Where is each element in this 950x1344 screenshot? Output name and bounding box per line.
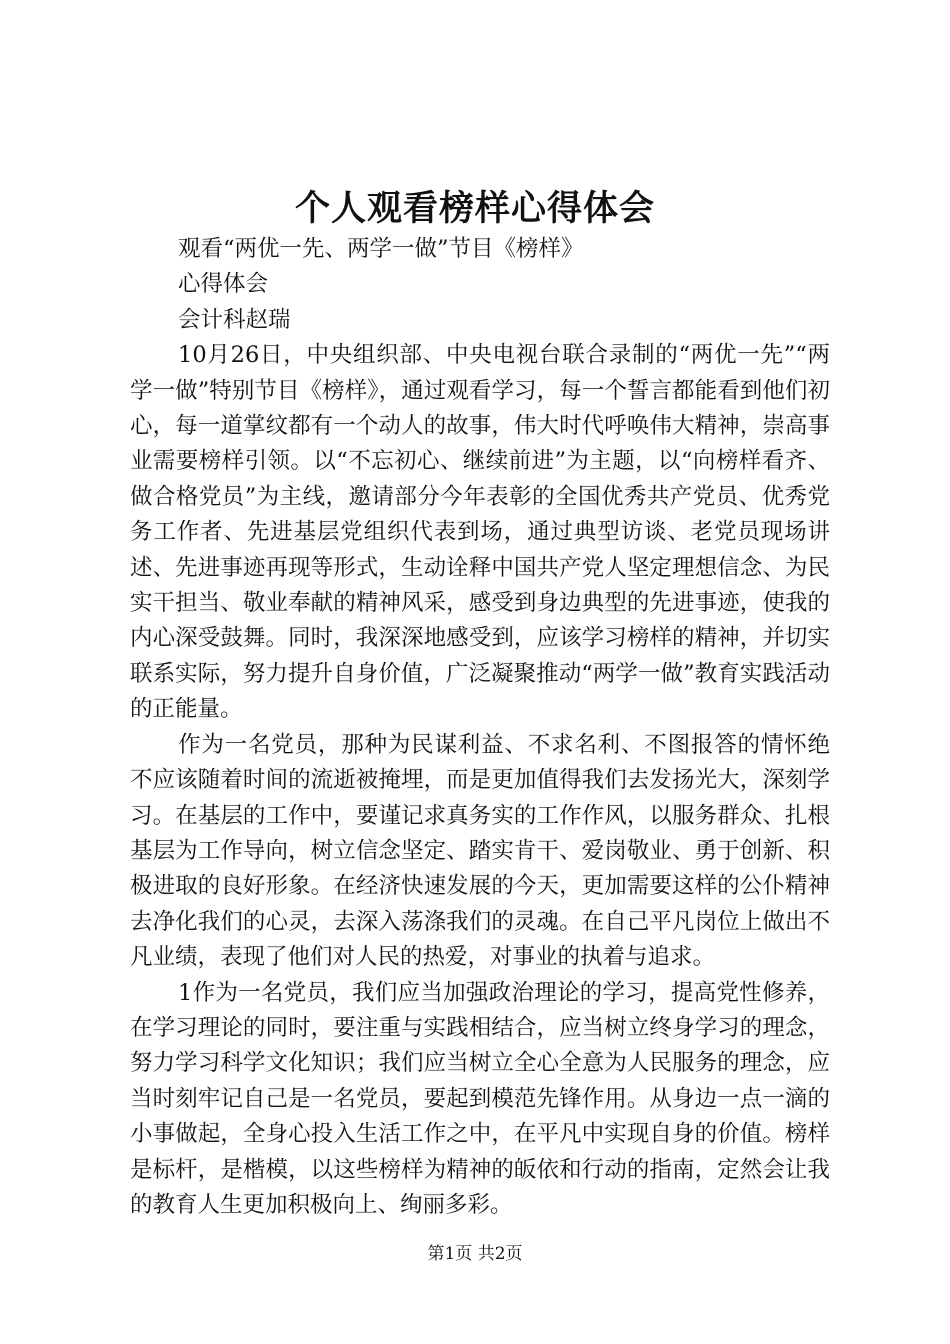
subtitle-line-program: 观看“两优一先、两学一做”节目《榜样》 <box>178 236 584 262</box>
subtitle-line-heading: 心得体会 <box>178 271 269 298</box>
paragraph-1: 10月26日，中央组织部、中央电视台联合录制的“两优一先”“两学一做”特别节目《榜样》，通过观看学习，每一个誓言都能看到他们初心，每一道掌纹都有一个动人的故事，伟大时代呼唤伟大精神，崇高事业需要榜样引领。以“不忘初心、继续前进”为主题，以“向榜样看齐、做合格党员”为主线，邀请部分今年表彰的全国优秀共产党员、优秀党务工作者、先进基层党组织代表到场，通过典型访谈、老党员现场讲述、先进事迹再现等形式，生动诠释中国共产党人坚定理想信念、为民实干担当、敬业奉献的精神风采，感受到身边典型的先进事迹，使我的内心深受鼓舞。同时，我深深地感受到，应该学习榜样的精神，并切实联系实际，努力提升自身价值，广泛凝聚推动“两学一做”教育实践活动的正能量。 <box>130 342 830 723</box>
page-footer: 第1页 共2页 <box>427 1244 523 1264</box>
paragraph-3: 1作为一名党员，我们应当加强政治理论的学习，提高党性修养，在学习理论的同时，要注重与实践相结合，应当树立终身学习的理念，努力学习科学文化知识；我们应当树立全心全意为人民服务的理念，应当时刻牢记自己是一名党员，要起到模范先锋作用。从身边一点一滴的小事做起，全身心投入生活工作之中，在平凡中实现自身的价值。榜样是标杆，是楷模，以这些榜样为精神的皈依和行动的指南，定然会让我的教育人生更加积极向上、绚丽多彩。 <box>130 979 830 1218</box>
paragraph-2: 作为一名党员，那种为民谋利益、不求名利、不图报答的情怀绝不应该随着时间的流逝被掩埋，而是更加值得我们去发扬光大，深刻学习。在基层的工作中，要谨记求真务实的工作作风，以服务群众、扎根基层为工作导向，树立信念坚定、踏实肯干、爱岗敬业、勇于创新、积极进取的良好形象。在经济快速发展的今天，更加需要这样的公仆精神去净化我们的心灵，去深入荡涤我们的灵魂。在自己平凡岗位上做出不凡业绩，表现了他们对人民的热爱，对事业的执着与追求。 <box>130 731 830 971</box>
document-title: 个人观看榜样心得体会 <box>294 188 655 229</box>
document-body <box>130 232 830 1223</box>
subtitle-line-author: 会计科赵瑞 <box>178 306 291 333</box>
